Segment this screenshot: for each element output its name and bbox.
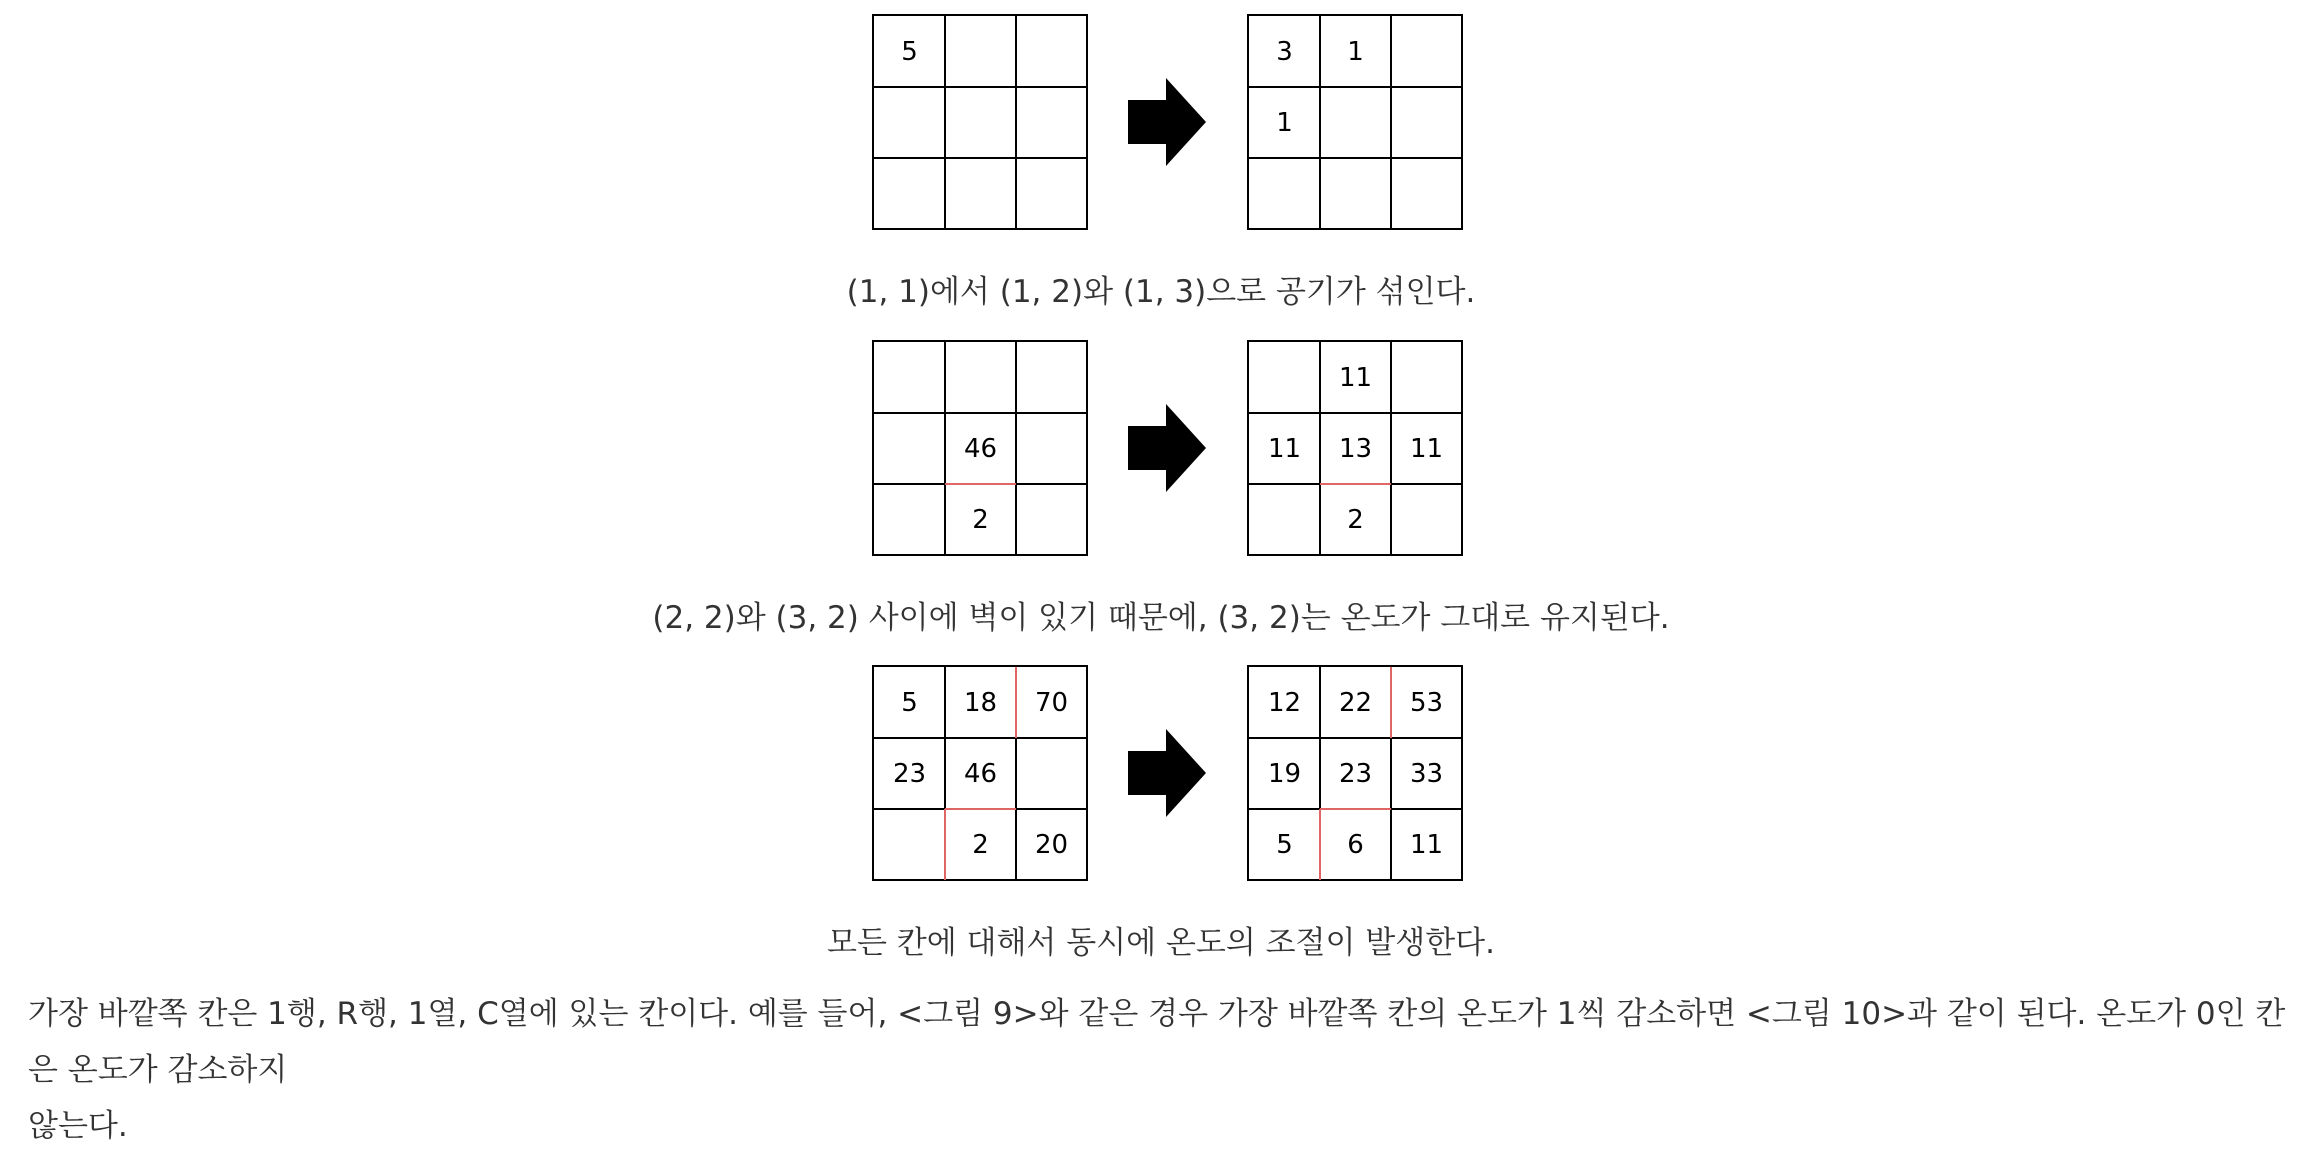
- grid-cell: [1016, 158, 1087, 229]
- paragraph-line-1: 가장 바깥쪽 칸은 1행, R행, 1열, C열에 있는 칸이다. 예를 들어, <그림 9>와 같은 경우 가장 바깥쪽 칸의 온도가 1씩 감소하면 <그림 10>과 같이 된다. 온도가 0인 칸은 온도가 감소하지: [28, 996, 2286, 1088]
- explanation-paragraph: [28, 986, 2308, 1154]
- right-arrow-icon: [1128, 729, 1206, 817]
- grid-cell: [1391, 484, 1462, 555]
- paragraph-line-2: 않는다.: [28, 1108, 128, 1144]
- grid-cell: 33: [1409, 758, 1444, 789]
- grid-cell: [1016, 484, 1087, 555]
- grid-cell: [874, 342, 945, 413]
- grid-cell: 23: [1338, 758, 1373, 789]
- grid-cell: [1320, 87, 1391, 158]
- grid-cell: [945, 87, 1016, 158]
- grid-cell: 11: [1267, 433, 1302, 464]
- grid-cell: 12: [1267, 687, 1302, 718]
- grid-cell: 53: [1409, 687, 1444, 718]
- grid-cell: [1320, 158, 1391, 229]
- grid-cell: 20: [1034, 829, 1069, 860]
- grid-cell: [1391, 87, 1462, 158]
- grid-cell: 22: [1338, 687, 1373, 718]
- grid-cell: [1391, 342, 1462, 413]
- after-grid: [1247, 14, 1463, 230]
- figure-row-1: [0, 14, 2322, 230]
- grid-cell: 13: [1338, 433, 1373, 464]
- grid-cell: [1249, 158, 1320, 229]
- grid-cell: 23: [892, 758, 927, 789]
- after-grid: [1247, 340, 1463, 556]
- grid-cell: 3: [1276, 36, 1293, 67]
- figure-caption: (2, 2)와 (3, 2) 사이에 벽이 있기 때문에, (3, 2)는 온도가 그대로 유지된다.: [652, 600, 1670, 636]
- grid-cell: [1016, 738, 1087, 809]
- grid-cell: [1016, 16, 1087, 87]
- grid-cell: [1249, 342, 1320, 413]
- grid-cell: [1016, 87, 1087, 158]
- grid-cell: 70: [1034, 687, 1069, 718]
- grid-cell: 11: [1409, 433, 1444, 464]
- grid-cell: 1: [1276, 107, 1293, 138]
- grid-cell: 5: [1276, 829, 1293, 860]
- grid-cell: [1391, 16, 1462, 87]
- grid-cell: [1249, 484, 1320, 555]
- grid-cell: [874, 87, 945, 158]
- before-grid: [872, 340, 1088, 556]
- grid-cell: 46: [963, 758, 998, 789]
- grid-cell: [874, 413, 945, 484]
- before-grid: [872, 14, 1088, 230]
- grid-cell: [1016, 342, 1087, 413]
- figure-caption: 모든 칸에 대해서 동시에 온도의 조절이 발생한다.: [827, 925, 1495, 961]
- grid-cell: [874, 158, 945, 229]
- grid-cell: [874, 809, 945, 880]
- grid-cell: 11: [1338, 362, 1373, 393]
- figure-caption: (1, 1)에서 (1, 2)와 (1, 3)으로 공기가 섞인다.: [846, 274, 1476, 310]
- grid-cell: [1016, 413, 1087, 484]
- grid-cell: [1391, 158, 1462, 229]
- figure-row-2: [0, 340, 2322, 556]
- before-grid: [872, 665, 1088, 881]
- grid-cell: 18: [963, 687, 998, 718]
- right-arrow-icon: [1128, 404, 1206, 492]
- grid-cell: 46: [963, 433, 998, 464]
- after-grid: [1247, 665, 1463, 881]
- grid-cell: 5: [901, 687, 918, 718]
- grid-cell: [874, 484, 945, 555]
- grid-cell: 1: [1347, 36, 1364, 67]
- grid-cell: 2: [1347, 504, 1364, 535]
- grid-cell: [945, 342, 1016, 413]
- grid-cell: 19: [1267, 758, 1302, 789]
- grid-cell: [945, 16, 1016, 87]
- figure-row-3: [0, 665, 2322, 881]
- grid-cell: 2: [972, 829, 989, 860]
- grid-cell: 6: [1347, 829, 1364, 860]
- right-arrow-icon: [1128, 78, 1206, 166]
- grid-cell: [945, 158, 1016, 229]
- grid-cell: 5: [901, 36, 918, 67]
- grid-cell: 11: [1409, 829, 1444, 860]
- grid-cell: 2: [972, 504, 989, 535]
